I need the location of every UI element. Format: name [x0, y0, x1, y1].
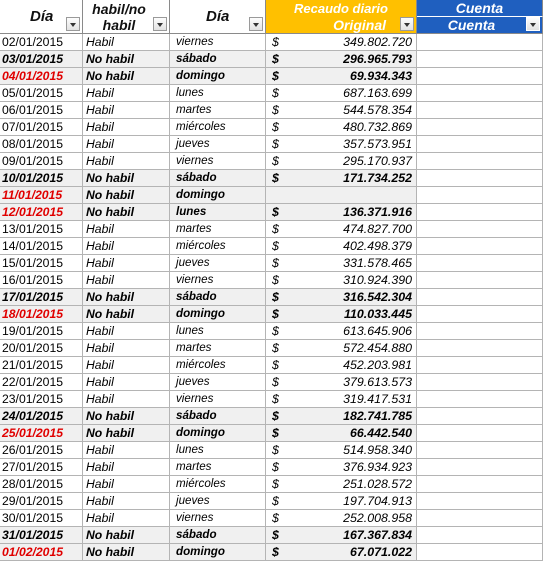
currency-symbol: $: [272, 511, 279, 525]
cell-cuenta[interactable]: [417, 119, 543, 136]
cell-date[interactable]: 17/01/2015: [0, 289, 83, 306]
cell-day[interactable]: martes: [170, 102, 266, 119]
cell-date[interactable]: 01/02/2015: [0, 544, 83, 561]
cell-date[interactable]: 08/01/2015: [0, 136, 83, 153]
cell-cuenta[interactable]: [417, 51, 543, 68]
currency-symbol: $: [272, 103, 279, 117]
cell-date[interactable]: 07/01/2015: [0, 119, 83, 136]
cell-day[interactable]: sábado: [170, 408, 266, 425]
amount-value: 66.442.540: [349, 426, 412, 440]
cell-date[interactable]: 30/01/2015: [0, 510, 83, 527]
table-row: [0, 238, 543, 255]
amount-value: 376.934.923: [343, 460, 412, 474]
filter-dropdown-icon[interactable]: [526, 17, 540, 31]
cell-date[interactable]: 09/01/2015: [0, 153, 83, 170]
cell-day[interactable]: miércoles: [170, 119, 266, 136]
cell-amount[interactable]: [266, 340, 417, 357]
filter-dropdown-icon[interactable]: [66, 17, 80, 31]
column-header-original[interactable]: [266, 17, 417, 34]
table-row: [0, 459, 543, 476]
currency-symbol: $: [272, 460, 279, 474]
amount-value: 452.203.981: [343, 358, 412, 372]
cell-cuenta[interactable]: [417, 374, 543, 391]
cell-date[interactable]: 06/01/2015: [0, 102, 83, 119]
cell-day[interactable]: domingo: [170, 306, 266, 323]
cell-habil[interactable]: No habil: [83, 187, 170, 204]
amount-value: 613.645.906: [343, 324, 412, 338]
amount-value: 316.542.304: [343, 290, 412, 304]
table-row: [0, 425, 543, 442]
cell-cuenta[interactable]: [417, 493, 543, 510]
cell-amount[interactable]: [266, 85, 417, 102]
cell-date[interactable]: 29/01/2015: [0, 493, 83, 510]
cell-day[interactable]: martes: [170, 340, 266, 357]
table-row: [0, 85, 543, 102]
currency-symbol: $: [272, 239, 279, 253]
cell-day[interactable]: sábado: [170, 527, 266, 544]
cell-habil[interactable]: Habil: [83, 476, 170, 493]
cell-day[interactable]: viernes: [170, 391, 266, 408]
cell-cuenta[interactable]: [417, 272, 543, 289]
table-row: [0, 374, 543, 391]
cell-habil[interactable]: Habil: [83, 442, 170, 459]
cell-amount[interactable]: [266, 272, 417, 289]
cell-cuenta[interactable]: [417, 510, 543, 527]
cell-day[interactable]: lunes: [170, 442, 266, 459]
amount-value: 480.732.869: [343, 120, 412, 134]
cell-cuenta[interactable]: [417, 289, 543, 306]
filter-dropdown-icon[interactable]: [249, 17, 263, 31]
cell-amount[interactable]: [266, 493, 417, 510]
amount-value: 379.613.573: [343, 375, 412, 389]
cell-day[interactable]: sábado: [170, 289, 266, 306]
table-row: [0, 323, 543, 340]
currency-symbol: $: [272, 69, 279, 83]
data-rows: [0, 34, 543, 561]
currency-symbol: $: [272, 290, 279, 304]
cell-habil[interactable]: No habil: [83, 544, 170, 561]
column-header-habil[interactable]: [83, 0, 170, 34]
cell-date[interactable]: 03/01/2015: [0, 51, 83, 68]
table-row: [0, 34, 543, 51]
cell-day[interactable]: domingo: [170, 544, 266, 561]
column-header-habil-label: habil/no habil: [92, 1, 146, 33]
cell-amount[interactable]: [266, 289, 417, 306]
currency-symbol: $: [272, 545, 279, 559]
cell-day[interactable]: domingo: [170, 187, 266, 204]
cell-day[interactable]: viernes: [170, 272, 266, 289]
cell-habil[interactable]: Habil: [83, 374, 170, 391]
amount-value: 167.367.834: [343, 528, 412, 542]
table-row: [0, 289, 543, 306]
column-header-recaudo-label: Recaudo diario: [294, 1, 388, 16]
cell-habil[interactable]: Habil: [83, 85, 170, 102]
column-header-dia-semana-label: Día: [206, 8, 230, 25]
currency-symbol: $: [272, 120, 279, 134]
amount-value: 67.071.022: [349, 545, 412, 559]
table-row: [0, 119, 543, 136]
cell-cuenta[interactable]: [417, 442, 543, 459]
cell-date[interactable]: 13/01/2015: [0, 221, 83, 238]
table-row: [0, 255, 543, 272]
table-row: [0, 51, 543, 68]
cell-cuenta[interactable]: [417, 68, 543, 85]
cell-amount[interactable]: [266, 102, 417, 119]
currency-symbol: $: [272, 477, 279, 491]
cell-day[interactable]: jueves: [170, 255, 266, 272]
currency-symbol: $: [272, 154, 279, 168]
column-header-dia[interactable]: [0, 0, 83, 34]
currency-symbol: $: [272, 358, 279, 372]
cell-cuenta[interactable]: [417, 204, 543, 221]
cell-day[interactable]: viernes: [170, 510, 266, 527]
cell-habil[interactable]: Habil: [83, 510, 170, 527]
table-row: [0, 510, 543, 527]
amount-value: 251.028.572: [343, 477, 412, 491]
cell-date[interactable]: 14/01/2015: [0, 238, 83, 255]
table-row: [0, 442, 543, 459]
cell-habil[interactable]: Habil: [83, 459, 170, 476]
cell-amount[interactable]: [266, 255, 417, 272]
table-row: [0, 68, 543, 85]
currency-symbol: $: [272, 409, 279, 423]
column-header-cuenta[interactable]: [417, 17, 543, 34]
amount-value: 687.163.699: [343, 86, 412, 100]
cell-cuenta[interactable]: [417, 527, 543, 544]
amount-value: 69.934.343: [349, 69, 412, 83]
column-header-recaudo-group: [266, 0, 417, 17]
cell-day[interactable]: viernes: [170, 153, 266, 170]
table-row: [0, 272, 543, 289]
cell-habil[interactable]: No habil: [83, 170, 170, 187]
cell-habil[interactable]: Habil: [83, 153, 170, 170]
column-header-dia-semana[interactable]: [170, 0, 266, 34]
amount-value: 110.033.445: [344, 307, 412, 321]
cell-habil[interactable]: Habil: [83, 136, 170, 153]
cell-habil[interactable]: Habil: [83, 238, 170, 255]
currency-symbol: $: [272, 35, 279, 49]
cell-day[interactable]: domingo: [170, 68, 266, 85]
cell-cuenta[interactable]: [417, 425, 543, 442]
cell-habil[interactable]: Habil: [83, 102, 170, 119]
cell-amount[interactable]: [266, 119, 417, 136]
cell-habil[interactable]: Habil: [83, 255, 170, 272]
cell-amount[interactable]: [266, 323, 417, 340]
currency-symbol: $: [272, 171, 279, 185]
cell-date[interactable]: 19/01/2015: [0, 323, 83, 340]
amount-value: 310.924.390: [343, 273, 412, 287]
cell-cuenta[interactable]: [417, 459, 543, 476]
cell-amount[interactable]: [266, 527, 417, 544]
filter-dropdown-icon[interactable]: [400, 17, 414, 31]
cell-habil[interactable]: Habil: [83, 221, 170, 238]
currency-symbol: $: [272, 392, 279, 406]
cell-amount[interactable]: [266, 374, 417, 391]
amount-value: 296.965.793: [343, 52, 412, 66]
cell-cuenta[interactable]: [417, 85, 543, 102]
cell-date[interactable]: 16/01/2015: [0, 272, 83, 289]
column-header-cuenta-group: [417, 0, 543, 17]
amount-value: 171.734.252: [343, 171, 412, 185]
cell-amount[interactable]: [266, 425, 417, 442]
table-row: [0, 340, 543, 357]
cell-cuenta[interactable]: [417, 408, 543, 425]
amount-value: 252.008.958: [343, 511, 412, 525]
cell-habil[interactable]: No habil: [83, 527, 170, 544]
table-row: [0, 408, 543, 425]
table-row: [0, 153, 543, 170]
table-row: [0, 306, 543, 323]
amount-value: 402.498.379: [343, 239, 412, 253]
cell-habil[interactable]: No habil: [83, 425, 170, 442]
cell-amount[interactable]: [266, 170, 417, 187]
amount-value: 182.741.785: [343, 409, 412, 423]
table-row: [0, 544, 543, 561]
cell-date[interactable]: 05/01/2015: [0, 85, 83, 102]
table-row: [0, 493, 543, 510]
cell-amount[interactable]: [266, 459, 417, 476]
cell-amount[interactable]: [266, 68, 417, 85]
cell-amount[interactable]: [266, 238, 417, 255]
currency-symbol: $: [272, 528, 279, 542]
cell-cuenta[interactable]: [417, 357, 543, 374]
amount-value: 514.958.340: [343, 443, 412, 457]
cell-amount[interactable]: [266, 544, 417, 561]
cell-date[interactable]: 10/01/2015: [0, 170, 83, 187]
cell-day[interactable]: jueves: [170, 374, 266, 391]
table-row: [0, 527, 543, 544]
cell-cuenta[interactable]: [417, 102, 543, 119]
currency-symbol: $: [272, 52, 279, 66]
table-row: [0, 170, 543, 187]
cell-day[interactable]: viernes: [170, 34, 266, 51]
cell-amount[interactable]: [266, 153, 417, 170]
currency-symbol: $: [272, 307, 279, 321]
cell-habil[interactable]: No habil: [83, 289, 170, 306]
cell-day[interactable]: miércoles: [170, 238, 266, 255]
cell-amount[interactable]: [266, 34, 417, 51]
cell-date[interactable]: 21/01/2015: [0, 357, 83, 374]
filter-dropdown-icon[interactable]: [153, 17, 167, 31]
cell-date[interactable]: 31/01/2015: [0, 527, 83, 544]
currency-symbol: $: [272, 443, 279, 457]
amount-value: 331.578.465: [343, 256, 412, 270]
currency-symbol: $: [272, 273, 279, 287]
cell-date[interactable]: 11/01/2015: [0, 187, 83, 204]
cell-day[interactable]: sábado: [170, 170, 266, 187]
cell-day[interactable]: martes: [170, 221, 266, 238]
cell-day[interactable]: jueves: [170, 136, 266, 153]
cell-habil[interactable]: Habil: [83, 272, 170, 289]
currency-symbol: $: [272, 205, 279, 219]
cell-cuenta[interactable]: [417, 221, 543, 238]
cell-habil[interactable]: Habil: [83, 34, 170, 51]
cell-cuenta[interactable]: [417, 323, 543, 340]
amount-value: 544.578.354: [343, 103, 412, 117]
cell-cuenta[interactable]: [417, 153, 543, 170]
cell-cuenta[interactable]: [417, 306, 543, 323]
currency-symbol: $: [272, 324, 279, 338]
cell-date[interactable]: 20/01/2015: [0, 340, 83, 357]
cell-date[interactable]: 04/01/2015: [0, 68, 83, 85]
currency-symbol: $: [272, 375, 279, 389]
amount-value: 136.371.916: [343, 205, 412, 219]
cell-cuenta[interactable]: [417, 476, 543, 493]
cell-habil[interactable]: No habil: [83, 204, 170, 221]
currency-symbol: $: [272, 137, 279, 151]
amount-value: 474.827.700: [343, 222, 412, 236]
cell-amount[interactable]: [266, 408, 417, 425]
cell-date[interactable]: 12/01/2015: [0, 204, 83, 221]
cell-date[interactable]: 24/01/2015: [0, 408, 83, 425]
cell-date[interactable]: 27/01/2015: [0, 459, 83, 476]
cell-day[interactable]: lunes: [170, 204, 266, 221]
cell-amount[interactable]: [266, 204, 417, 221]
column-header-cuenta-sub-label: Cuenta: [447, 17, 496, 33]
amount-value: 572.454.880: [343, 341, 412, 355]
cell-cuenta[interactable]: [417, 136, 543, 153]
cell-cuenta[interactable]: [417, 238, 543, 255]
table-row: [0, 204, 543, 221]
cell-cuenta[interactable]: [417, 187, 543, 204]
currency-symbol: $: [272, 86, 279, 100]
cell-amount[interactable]: [266, 357, 417, 374]
cell-day[interactable]: miércoles: [170, 357, 266, 374]
table-row: [0, 102, 543, 119]
column-header-cuenta-label: Cuenta: [455, 0, 504, 16]
cell-amount[interactable]: [266, 136, 417, 153]
column-header-original-label: Original: [333, 17, 386, 33]
cell-cuenta[interactable]: [417, 391, 543, 408]
column-header-dia-label: Día: [30, 8, 54, 25]
cell-amount[interactable]: [266, 476, 417, 493]
amount-value: 357.573.951: [343, 137, 412, 151]
amount-value: 319.417.531: [343, 392, 412, 406]
cell-habil[interactable]: Habil: [83, 493, 170, 510]
currency-symbol: $: [272, 256, 279, 270]
cell-date[interactable]: 28/01/2015: [0, 476, 83, 493]
table-row: [0, 476, 543, 493]
table-row: [0, 221, 543, 238]
cell-habil[interactable]: Habil: [83, 119, 170, 136]
cell-date[interactable]: 26/01/2015: [0, 442, 83, 459]
cell-day[interactable]: lunes: [170, 85, 266, 102]
cell-day[interactable]: domingo: [170, 425, 266, 442]
cell-cuenta[interactable]: [417, 34, 543, 51]
cell-amount[interactable]: [266, 187, 417, 204]
amount-value: 197.704.913: [343, 494, 412, 508]
table-row: [0, 136, 543, 153]
cell-habil[interactable]: No habil: [83, 68, 170, 85]
cell-habil[interactable]: No habil: [83, 51, 170, 68]
cell-date[interactable]: 18/01/2015: [0, 306, 83, 323]
table-row: [0, 357, 543, 374]
cell-day[interactable]: martes: [170, 459, 266, 476]
cell-cuenta[interactable]: [417, 340, 543, 357]
cell-day[interactable]: jueves: [170, 493, 266, 510]
cell-habil[interactable]: Habil: [83, 391, 170, 408]
cell-habil[interactable]: No habil: [83, 306, 170, 323]
cell-date[interactable]: 22/01/2015: [0, 374, 83, 391]
currency-symbol: $: [272, 222, 279, 236]
cell-amount[interactable]: [266, 391, 417, 408]
cell-habil[interactable]: No habil: [83, 408, 170, 425]
cell-day[interactable]: miércoles: [170, 476, 266, 493]
cell-habil[interactable]: Habil: [83, 357, 170, 374]
cell-day[interactable]: lunes: [170, 323, 266, 340]
table-row: [0, 187, 543, 204]
cell-habil[interactable]: Habil: [83, 323, 170, 340]
cell-cuenta[interactable]: [417, 255, 543, 272]
cell-amount[interactable]: [266, 442, 417, 459]
cell-date[interactable]: 02/01/2015: [0, 34, 83, 51]
cell-cuenta[interactable]: [417, 544, 543, 561]
amount-value: 349.802.720: [343, 35, 412, 49]
currency-symbol: $: [272, 494, 279, 508]
cell-amount[interactable]: [266, 510, 417, 527]
currency-symbol: $: [272, 426, 279, 440]
currency-symbol: $: [272, 341, 279, 355]
table-row: [0, 391, 543, 408]
cell-amount[interactable]: [266, 306, 417, 323]
cell-cuenta[interactable]: [417, 170, 543, 187]
cell-day[interactable]: sábado: [170, 51, 266, 68]
amount-value: 295.170.937: [343, 154, 412, 168]
cell-date[interactable]: 25/01/2015: [0, 425, 83, 442]
cell-amount[interactable]: [266, 221, 417, 238]
cell-amount[interactable]: [266, 51, 417, 68]
cell-habil[interactable]: Habil: [83, 340, 170, 357]
cell-date[interactable]: 15/01/2015: [0, 255, 83, 272]
cell-date[interactable]: 23/01/2015: [0, 391, 83, 408]
